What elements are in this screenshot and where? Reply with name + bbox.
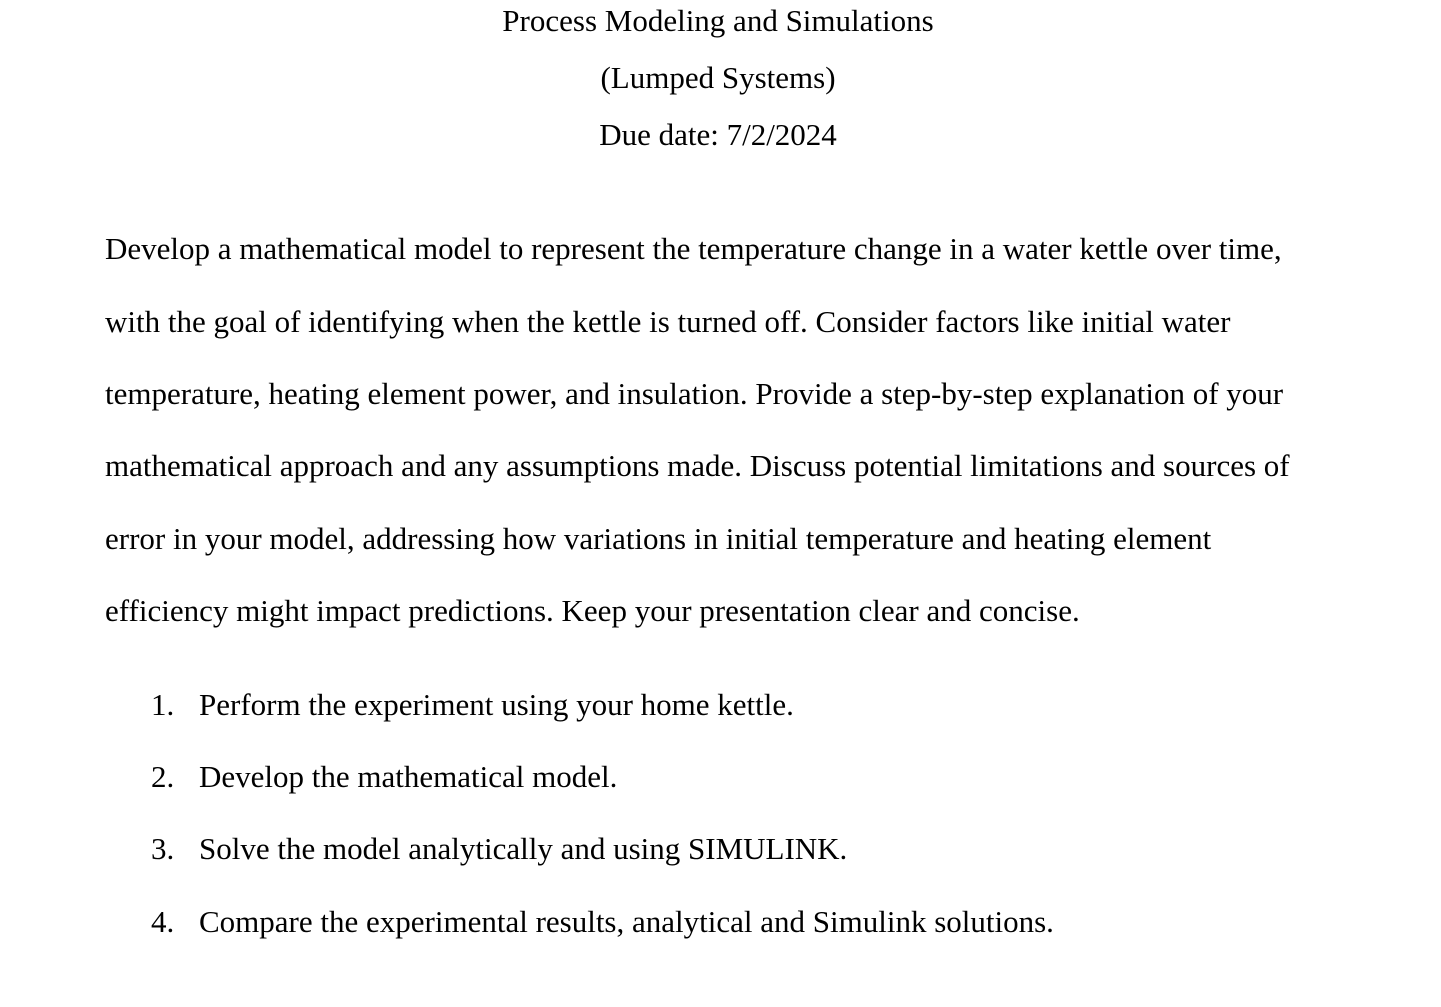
document-subtitle: (Lumped Systems) [600,60,836,95]
list-item-number: 1. [151,687,175,722]
list-item [151,757,617,797]
list-item-text: Perform the experiment using your home kettle. [199,687,794,722]
paragraph-line: error in your model, addressing how variations in initial temperature and heating element [105,521,1212,556]
paragraph-line: mathematical approach and any assumptions made. Discuss potential limitations and sources of [105,448,1290,483]
list-item-text: Solve the model analytically and using SIMULINK. [199,831,848,866]
list-item [151,902,1054,942]
list-item-number: 4. [151,904,175,939]
due-date: Due date: 7/2/2024 [599,117,837,152]
paragraph-line: with the goal of identifying when the kettle is turned off. Consider factors like initial water [105,304,1231,339]
paragraph-line: temperature, heating element power, and insulation. Provide a step-by-step explanation of your [105,376,1284,411]
paragraph-line: Develop a mathematical model to represent the temperature change in a water kettle over time, [105,231,1282,266]
paragraph-line: efficiency might impact predictions. Keep your presentation clear and concise. [105,593,1080,628]
list-item-text: Compare the experimental results, analytical and Simulink solutions. [199,904,1054,939]
list-item-number: 3. [151,831,175,866]
list-item [151,685,794,725]
document-title: Process Modeling and Simulations [502,3,934,38]
list-item [151,829,847,869]
list-item-number: 2. [151,759,175,794]
list-item-text: Develop the mathematical model. [199,759,618,794]
